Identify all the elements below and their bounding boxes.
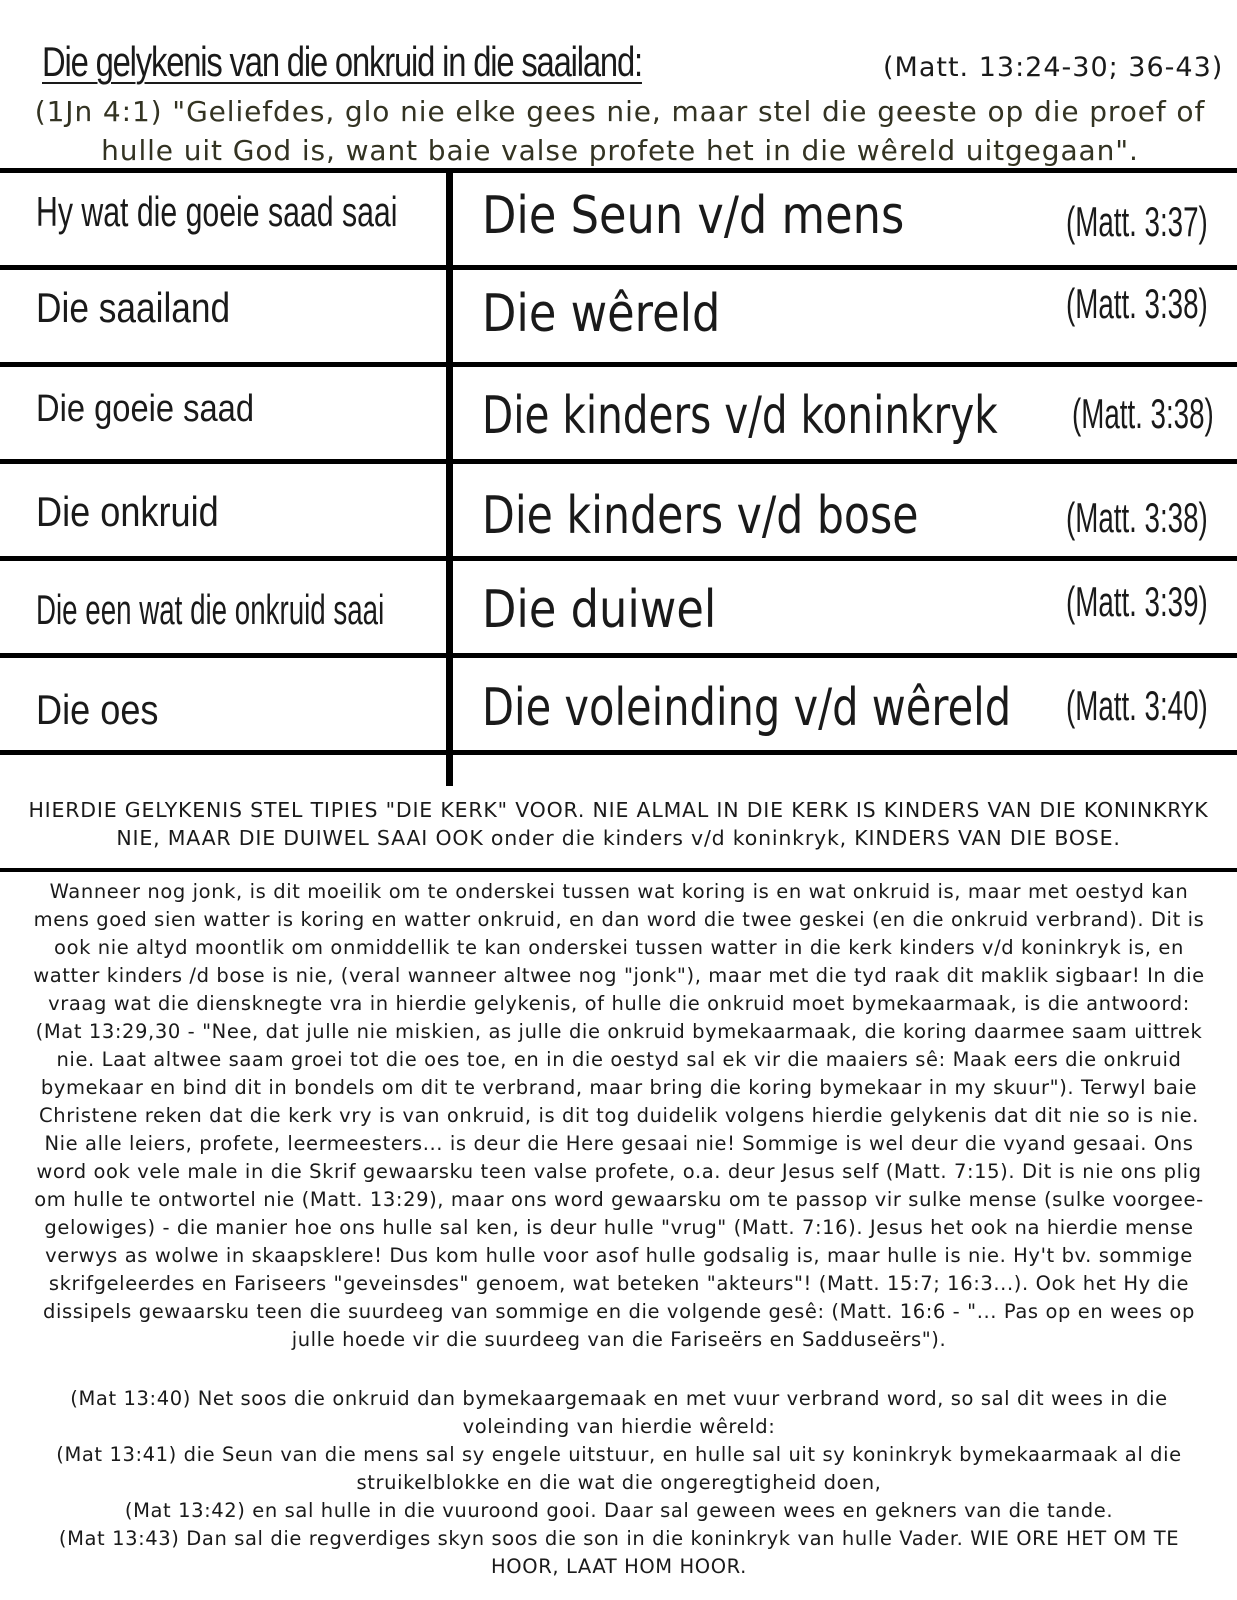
verse-line: (Mat 13:42) en sal hulle in die vuuroond gooi. Daar sal geween wees en gekners van die tande. [124,1499,1114,1522]
verse-line: (Mat 13:41) die Seun van die mens sal sy engele uitstuur, en hulle sal uit sy koninkryk bymekaarmaak al die struikelblokke en die wat die ongeregtigheid doen, [56,1443,1182,1494]
table-row-reference: (Matt. 3:38) [1066,494,1208,541]
table-row-meaning: Die duiwel [482,580,717,640]
table-row-meaning: Die kinders v/d koninkryk [482,386,998,446]
table-row-reference: (Matt. 3:37) [1066,198,1208,245]
table-row-meaning: Die wêreld [482,284,721,344]
table-rule [0,556,1237,561]
table-row-reference: (Matt. 3:38) [1066,280,1208,327]
table-rule [0,750,1237,755]
scripture-quote: (1Jn 4:1) "Geliefdes, glo nie elke gees nie, maar stel die geeste op die proef of hulle uit God is, want baie valse profete het in die wêreld uitgegaan". [34,95,1206,167]
table-rule [0,459,1237,464]
table-row-term: Hy wat die goeie saad saai [36,188,398,235]
verse-line: (Mat 13:40) Net soos die onkruid dan bymekaargemaak en met vuur verbrand word, so sal dit wees in die voleinding van hierdie wêreld: [70,1387,1168,1438]
verse-list [24,1385,1214,1581]
table-rule [0,168,1237,173]
section-divider [0,868,1237,872]
table-rule [0,362,1237,367]
table-row-reference: (Matt. 3:39) [1066,578,1208,625]
title-reference: (Matt. 13:24-30; 36-43) [883,52,1224,83]
summary-statement: HIERDIE GELYKENIS STEL TIPIES "DIE KERK" VOOR. NIE ALMAL IN DIE KERK IS KINDERS VAN DIE KONINKRYK NIE, MAAR DIE DUIWEL SAAI OOK onder die kinders v/d koninkryk, KINDERS VAN DIE BOSE. [28,798,1209,850]
table-row-reference: (Matt. 3:40) [1066,682,1208,729]
table-row-term: Die goeie saad [36,388,255,430]
table-column-divider [446,172,453,786]
table-row-meaning: Die voleinding v/d wêreld [482,678,1012,738]
table-rule [0,653,1237,658]
table-row-term: Die een wat die onkruid saai [36,586,385,633]
parable-table [0,168,1237,772]
table-row-reference: (Matt. 3:38) [1072,390,1214,437]
table-row-term: Die onkruid [36,488,219,535]
verse-line: (Mat 13:43) Dan sal die regverdiges skyn soos die son in die koninkryk van hulle Vader. WIE ORE HET OM TE HOOR, LAAT HOM HOOR. [58,1527,1180,1578]
table-rule [0,265,1237,270]
table-row-term: Die saailand [36,284,231,331]
body-paragraph: Wanneer nog jonk, is dit moeilik om te onderskei tussen wat koring is en wat onkruid is, maar met oestyd kan mens goed sien watter is koring en watter onkruid, en dan word die twee geskei (en die onkruid verbrand). Dit is ook nie altyd moontlik om onmiddellik te kan onderskei tussen watter in die kerk kinders v/d koninkryk is, en watter kinders /d bose is nie, (veral wanneer altwee nog "jonk"), maar met die tyd raak dit maklik sigbaar! In die vraag wat die diensknegte vra in hierdie gelykenis, of hulle die onkruid moet bymekaarmaak, is die antwoord: (Mat 13:29,30 - "Nee, dat julle nie miskien, as julle die onkruid bymekaarmaak, die koring daarmee saam uittrek nie. Laat altwee saam groei tot die oes toe, en in die oestyd sal ek vir die maaiers sê: Maak eers die onkruid bymekaar en bind dit in bondels om dit te verbrand, maar bring die koring bymekaar in my skuur"). Terwyl baie Christene reken dat die kerk vry is van onkruid, is dit tog duidelik volgens hierdie gelykenis dat dit nie so is nie. Nie alle leiers, profete, leermeesters... is deur die Here gesaai nie! Sommige is wel deur die vyand gesaai. Ons word ook vele male in die Skrif gewaarsku teen valse profete, o.a. deur Jesus self (Matt. 7:15). Dit is nie ons plig om hulle te ontwortel nie (Matt. 13:29), maar ons word gewaarsku om te passop vir sulke mense (sulke voorgee-gelowiges) - die manier hoe ons hulle sal ken, is deur hulle "vrug" (Matt. 7:16). Jesus het ook na hierdie mense verwys as wolwe in skaapsklere! Dus kom hulle voor asof hulle godsalig is, maar hulle is nie. Hy't bv. sommige skrifgeleerdes en Fariseers "geveinsdes" genoem, wat beteken "akteurs"! (Matt. 15:7; 16:3...). Ook het Hy die dissipels gewaarsku teen die suurdeeg van sommige en die volgende gesê: (Matt. 16:6 - "... Pas op en wees op julle hoede vir die suurdeeg van die Fariseërs en Sadduseërs"). [33,880,1205,1351]
table-row-term: Die oes [36,686,159,733]
table-row-meaning: Die kinders v/d bose [482,486,919,546]
page-title: Die gelykenis van die onkruid in die saailand: [42,38,642,85]
table-row-meaning: Die Seun v/d mens [482,186,905,246]
